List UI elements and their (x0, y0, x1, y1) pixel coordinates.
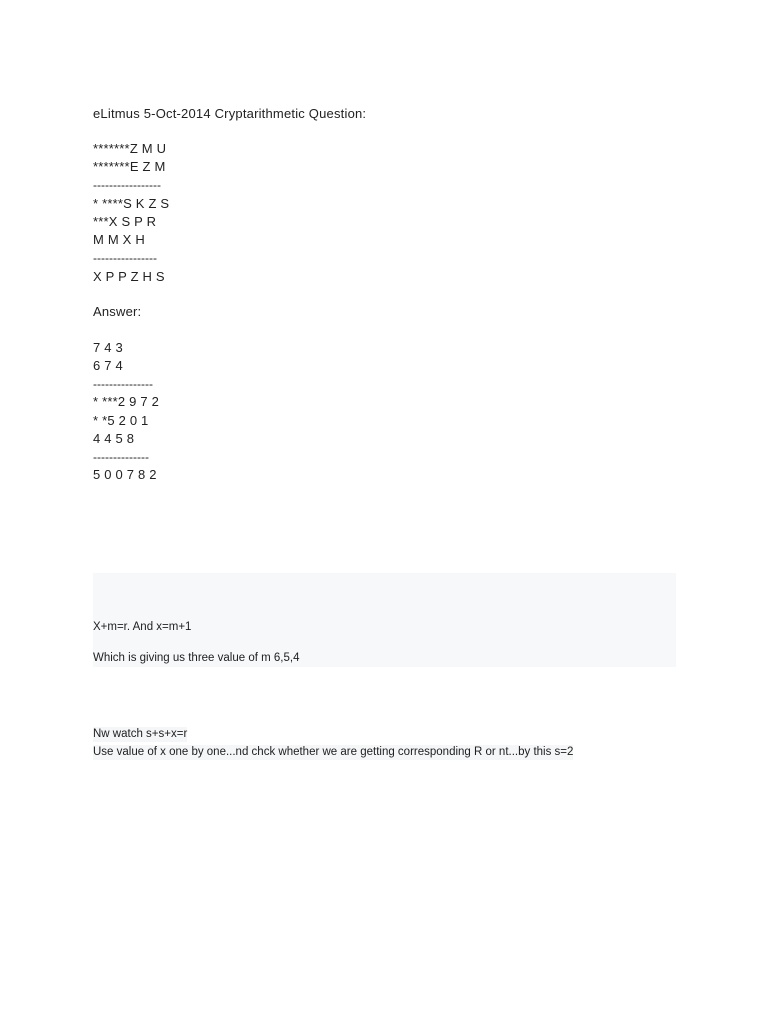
question-result-line: X P P Z H S (93, 269, 165, 284)
question-line: M M X H (93, 232, 145, 247)
comment-line: Use value of x one by one...nd chck whether we are getting corresponding R or nt...by this s=2 (93, 746, 574, 758)
question-divider: ----------------- (93, 178, 161, 192)
comment-line: Nw watch s+s+x=r (93, 728, 188, 740)
answer-line: * *5 2 0 1 (93, 413, 149, 428)
answer-line: 6 7 4 (93, 358, 123, 373)
page-title: eLitmus 5-Oct-2014 Cryptarithmetic Question: (93, 106, 367, 121)
answer-line: 7 4 3 (93, 340, 123, 355)
question-divider: ---------------- (93, 251, 157, 265)
question-line: * ****S K Z S (93, 196, 170, 211)
question-line: *******E Z M (93, 159, 166, 174)
question-line: *******Z M U (93, 141, 167, 156)
answer-divider: -------------- (93, 450, 149, 464)
answer-divider: --------------- (93, 377, 153, 391)
answer-result-line: 5 0 0 7 8 2 (93, 467, 157, 482)
question-line: ***X S P R (93, 214, 157, 229)
comment-line: Which is giving us three value of m 6,5,4 (93, 652, 300, 664)
answer-label: Answer: (93, 304, 142, 319)
answer-line: 4 4 5 8 (93, 431, 135, 446)
comment-line: X+m=r. And x=m+1 (93, 621, 192, 633)
answer-line: * ***2 9 7 2 (93, 394, 160, 409)
